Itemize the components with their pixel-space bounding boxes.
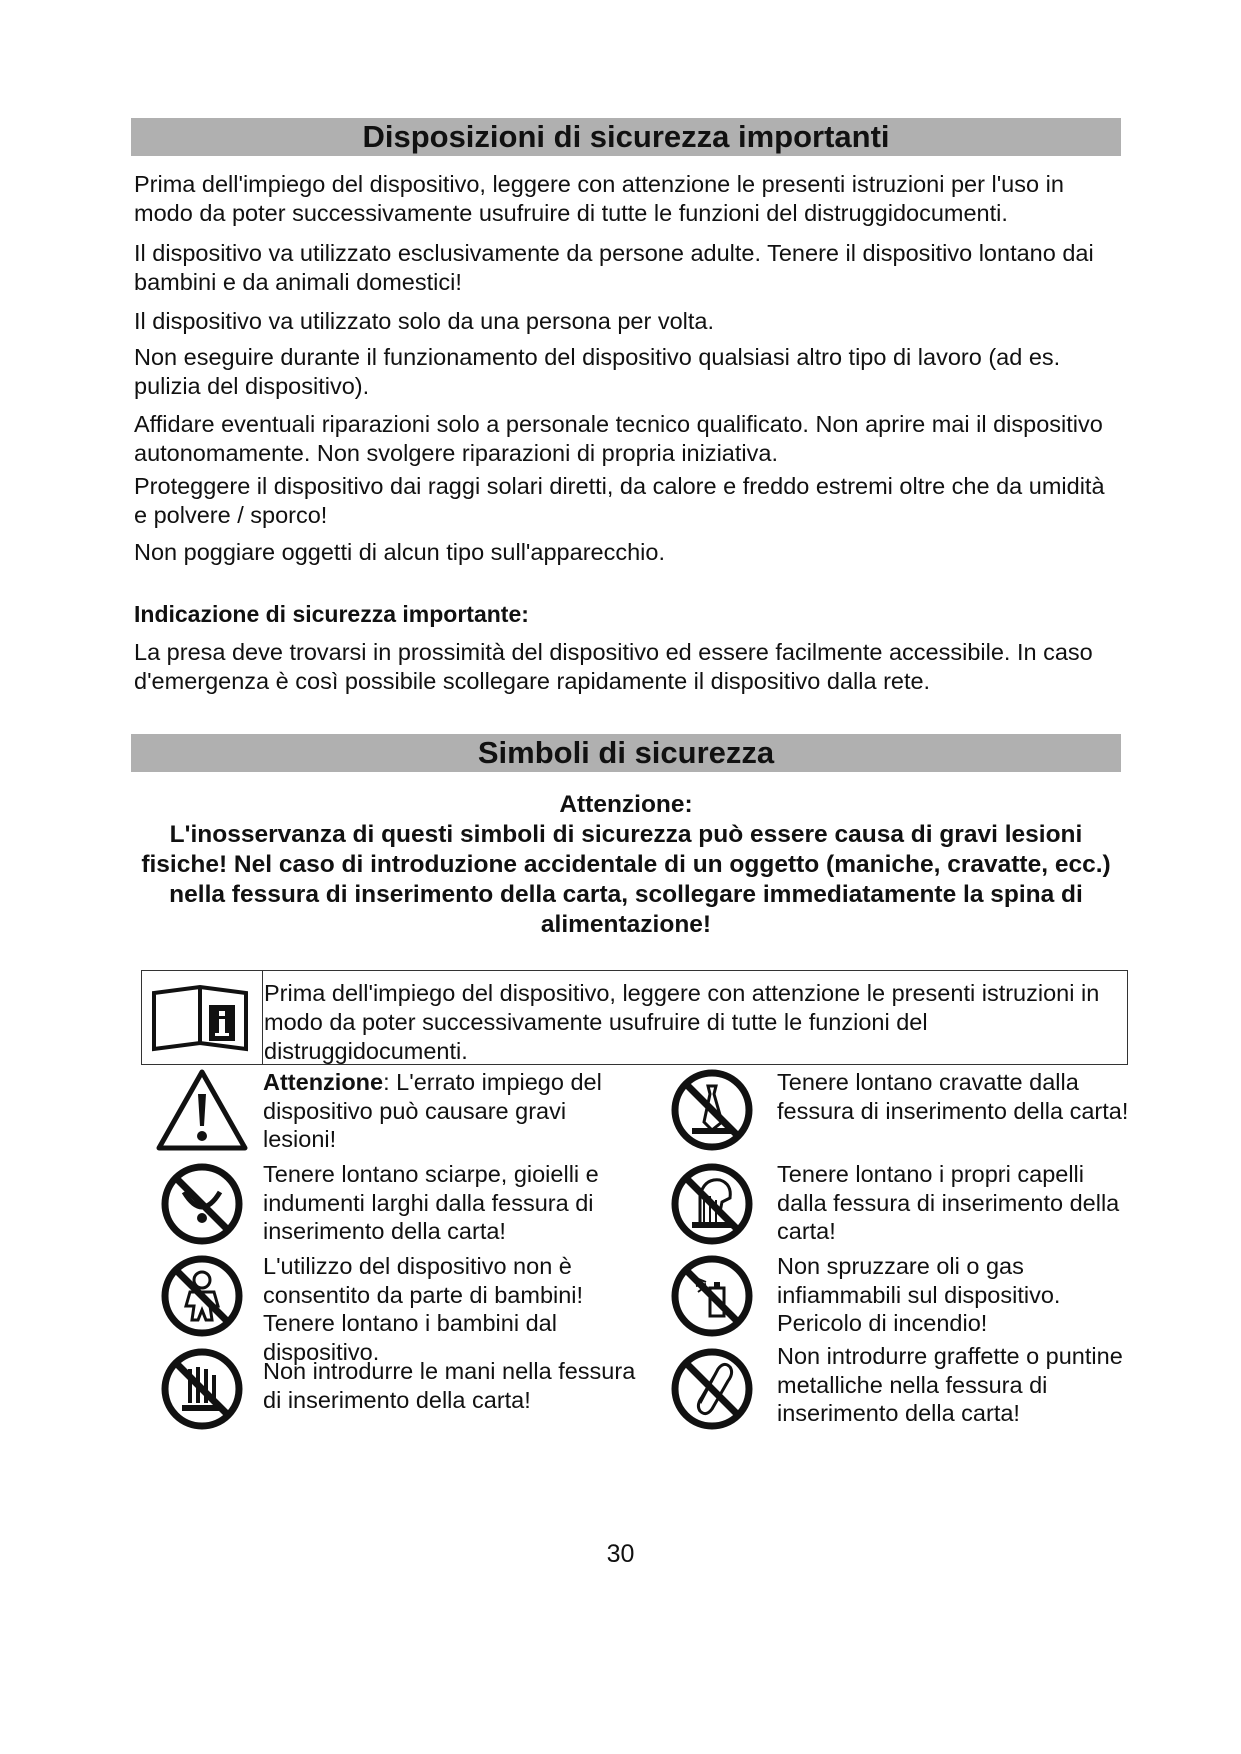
- symbol-text-scarves: Tenere lontano sciarpe, gioielli e indumenti larghi dalla fessura di inserimento della carta!: [263, 1161, 599, 1244]
- paragraph-no-objects: Non poggiare oggetti di alcun tipo sull'apparecchio.: [134, 539, 665, 565]
- no-spray-icon: [670, 1254, 754, 1338]
- section-title-symbols: Simboli di sicurezza: [131, 734, 1121, 772]
- paragraph-one-person: Il dispositivo va utilizzato solo da una persona per volta.: [134, 308, 714, 334]
- symbol-text-hands: Non introdurre le mani nella fessura di inserimento della carta!: [263, 1358, 636, 1413]
- warning-title: Attenzione:: [559, 791, 693, 818]
- page-number: 30: [606, 1540, 635, 1568]
- symbol-text-spray: Non spruzzare oli o gas infiammabili sul dispositivo. Pericolo di incendio!: [777, 1253, 1061, 1336]
- paragraph-adults-only: Il dispositivo va utilizzato esclusivamente da persone adulte. Tenere il dispositivo lontano dai bambini e da animali domestici!: [134, 240, 1094, 295]
- symbol-text-children: L'utilizzo del dispositivo non è consentito da parte di bambini! Tenere lontano i bambini dal dispositivo.: [263, 1253, 584, 1365]
- paragraph-repairs: Affidare eventuali riparazioni solo a personale tecnico qualificato. Non aprire mai il dispositivo autonomamente. Non svolgere riparazioni di propria iniziativa.: [134, 411, 1103, 466]
- warning-triangle-icon: [155, 1068, 249, 1152]
- symbol-text-attention: [263, 1068, 643, 1154]
- section-title-safety: Disposizioni di sicurezza importanti: [131, 118, 1121, 156]
- no-hair-icon: [670, 1162, 754, 1246]
- no-paper-clips-icon: [670, 1347, 754, 1431]
- no-ties-icon: [670, 1068, 754, 1152]
- no-hands-icon: [160, 1347, 244, 1431]
- symbol-text-attention-bold: Attenzione: [263, 1069, 384, 1095]
- warning-text: L'inosservanza di questi simboli di sicurezza può essere causa di gravi lesioni fisiche! Nel caso di introduzione accidentale di un oggetto (maniche, cravatte, ecc.) nella fessura di inserimento della carta, scollegare immediatamente la spina di alimentazione!: [141, 821, 1111, 938]
- paragraph-no-other-work: Non eseguire durante il funzionamento del dispositivo qualsiasi altro tipo di lavoro (ad es. pulizia del dispositivo).: [134, 344, 1061, 399]
- paragraph-socket: La presa deve trovarsi in prossimità del dispositivo ed essere facilmente accessibile. In caso d'emergenza è così possibile scollegare rapidamente il dispositivo dalla rete.: [134, 639, 1093, 694]
- symbol-text-attention-rest: : L'errato impiego del dispositivo può causare gravi lesioni!: [263, 1069, 602, 1152]
- symbol-text-clips: Non introdurre graffette o puntine metalliche nella fessura di inserimento della carta!: [777, 1343, 1123, 1426]
- no-scarves-icon: [160, 1162, 244, 1246]
- no-children-icon: [160, 1254, 244, 1338]
- info-box: [141, 970, 1128, 1065]
- symbol-text-ties: Tenere lontano cravatte dalla fessura di inserimento della carta!: [777, 1069, 1129, 1124]
- info-text: Prima dell'impiego del dispositivo, leggere con attenzione le presenti istruzioni in modo da poter successivamente usufruire di tutte le funzioni del distruggidocumenti.: [264, 980, 1100, 1064]
- manual-info-icon: [142, 971, 260, 1063]
- important-heading: Indicazione di sicurezza importante:: [134, 601, 529, 627]
- info-icon-cell: [142, 971, 263, 1064]
- warning-block: [134, 790, 1118, 940]
- paragraph-read-instructions: Prima dell'impiego del dispositivo, leggere con attenzione le presenti istruzioni per l'uso in modo da poter successivamente usufruire di tutte le funzioni del distruggidocumenti.: [134, 171, 1064, 226]
- symbol-text-hair: Tenere lontano i propri capelli dalla fessura di inserimento della carta!: [777, 1161, 1120, 1244]
- paragraph-protect: Proteggere il dispositivo dai raggi solari diretti, da calore e freddo estremi oltre che da umidità e polvere / sporco!: [134, 473, 1105, 528]
